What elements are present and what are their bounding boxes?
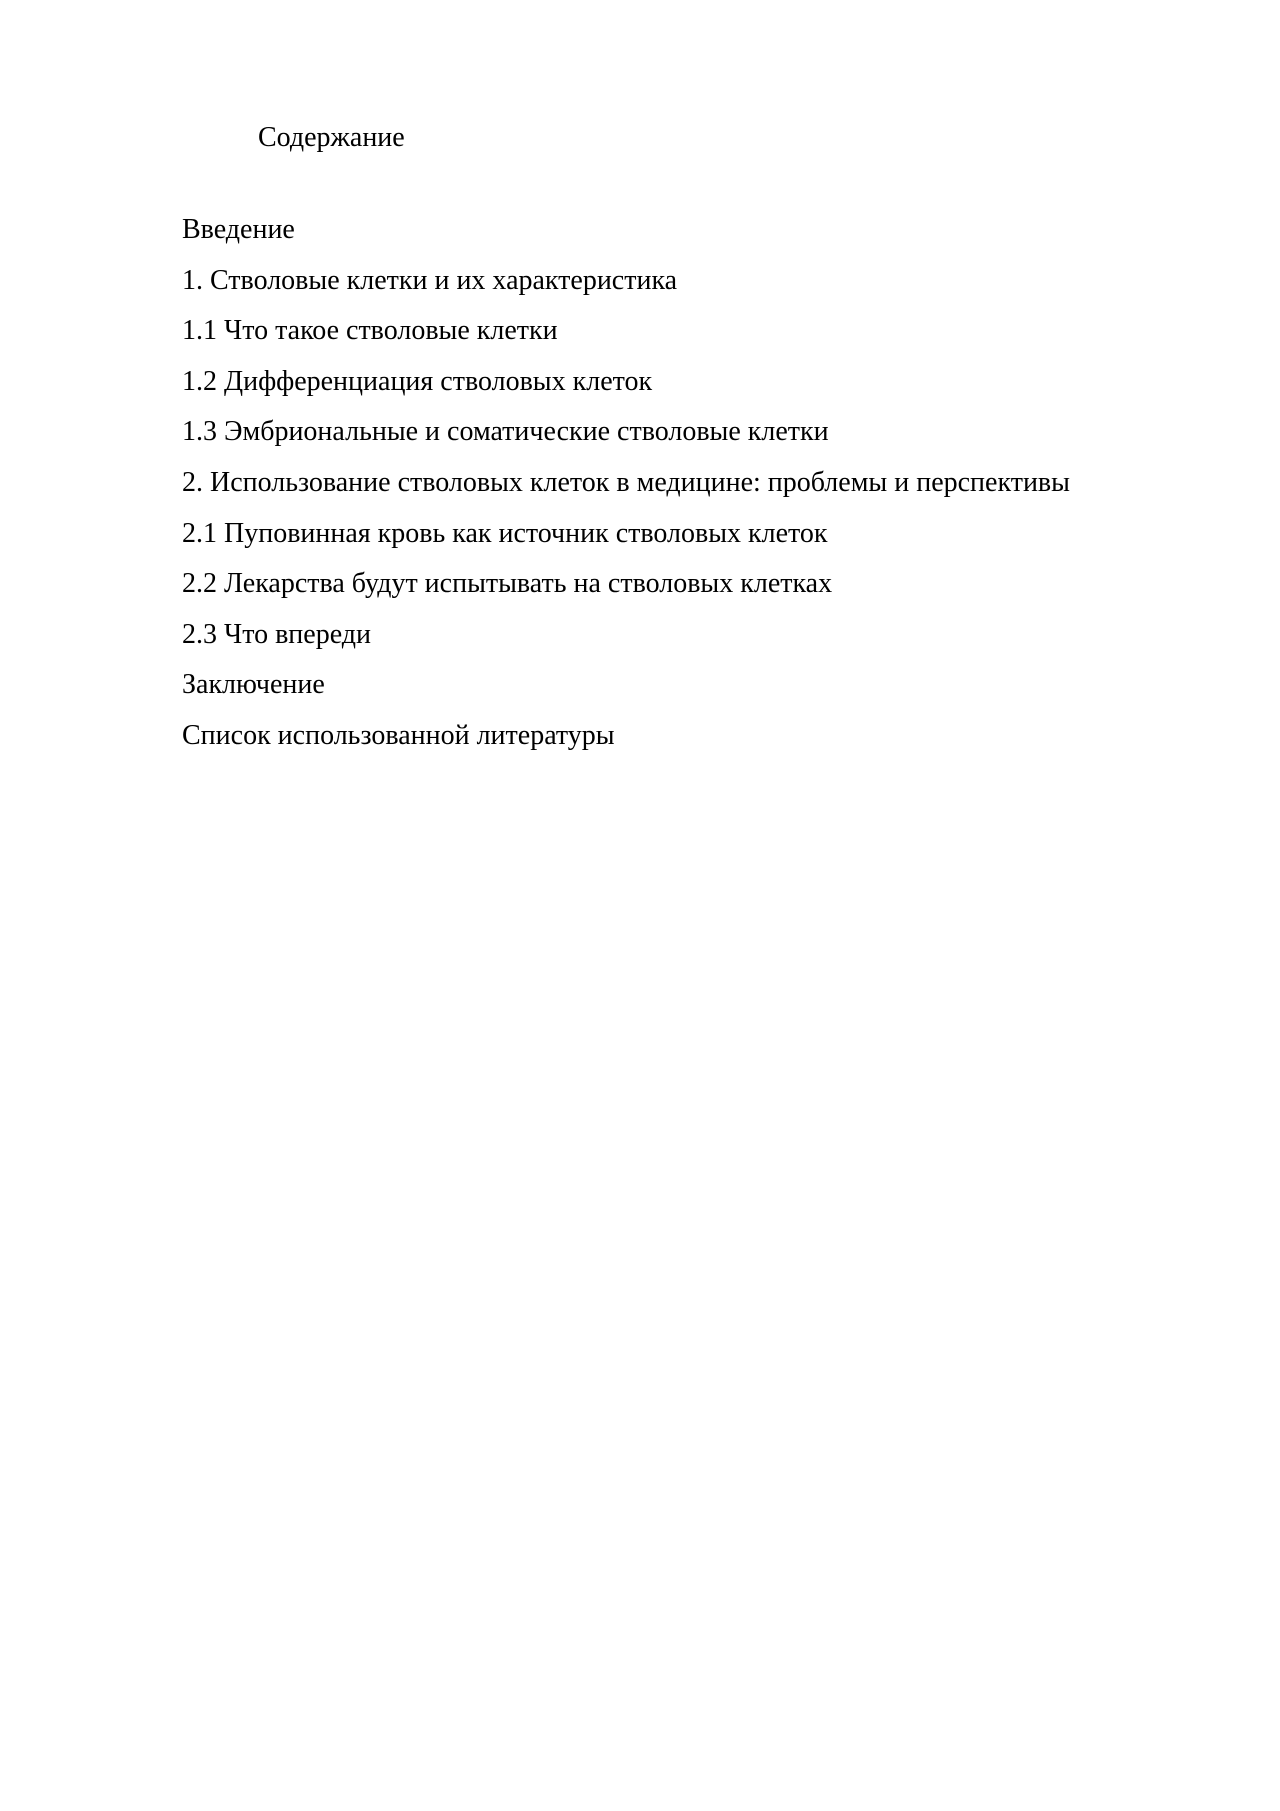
- toc-item-chapter-2: 2. Использование стволовых клеток в медицине: проблемы и перспективы: [182, 466, 1070, 498]
- toc-item-section-1-3: 1.3 Эмбриональные и соматические стволовые клетки: [182, 416, 829, 448]
- toc-item-bibliography: Список использованной литературы: [182, 719, 615, 751]
- page-title: Содержание: [258, 122, 405, 153]
- toc-item-section-1-1: 1.1 Что такое стволовые клетки: [182, 315, 558, 347]
- toc-item-introduction: Введение: [182, 214, 295, 245]
- toc-item-section-1-2: 1.2 Дифференциация стволовых клеток: [182, 365, 653, 397]
- table-of-contents: [182, 210, 1070, 767]
- toc-item-section-2-3: 2.3 Что впереди: [182, 618, 371, 650]
- toc-item-section-2-2: 2.2 Лекарства будут испытывать на стволовых клетках: [182, 568, 833, 600]
- toc-item-chapter-1: 1. Стволовые клетки и их характеристика: [182, 264, 678, 296]
- toc-item-section-2-1: 2.1 Пуповинная кровь как источник стволовых клеток: [182, 517, 828, 549]
- toc-item-conclusion: Заключение: [182, 669, 325, 701]
